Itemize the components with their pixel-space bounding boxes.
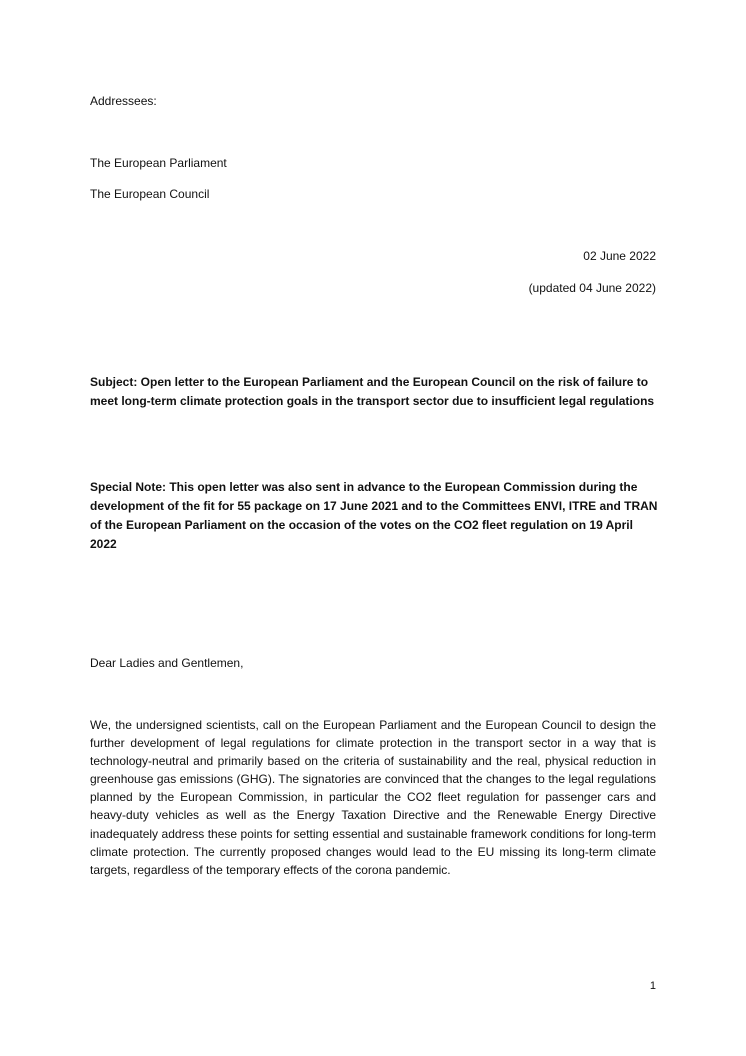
special-note: Special Note: This open letter was also sent in advance to the European Commission during the development of the fit for 55 package on 17 June 2021 and to the Committees ENVI, ITRE and TRAN of the European Parliament on the occasion of the votes on the CO2 fleet regulation on 19 April 2022: [90, 480, 658, 551]
updated-date: (updated 04 June 2022): [528, 281, 656, 295]
recipient-parliament: The European Parliament: [90, 156, 227, 170]
salutation: Dear Ladies and Gentlemen,: [90, 656, 244, 670]
subject-line: Subject: Open letter to the European Parliament and the European Council on the risk of failure to meet long-term climate protection goals in the transport sector due to insufficient legal regulations: [90, 375, 655, 408]
letter-date: 02 June 2022: [583, 249, 656, 263]
recipient-council: The European Council: [90, 187, 210, 201]
body-paragraph: We, the undersigned scientists, call on the European Parliament and the European Council to design the further development of legal regulations for climate protection in the transport sector in a way that is technology-neutral and primarily based on the criteria of sustainability and the real, physical reduction in greenhouse gas emissions (GHG). The signatories are convinced that the changes to the legal regulations planned by the European Commission, in particular the CO2 fleet regulation for passenger cars and heavy-duty vehicles as well as the Energy Taxation Directive and the Renewable Energy Directive inadequately address these points for setting essential and sustainable framework conditions for long-term climate protection. The currently proposed changes would lead to the EU missing its long-term climate targets, regardless of the temporary effects of the corona pandemic.: [90, 718, 656, 877]
page-number: 1: [649, 980, 656, 992]
addressees-label: Addressees:: [90, 94, 157, 108]
